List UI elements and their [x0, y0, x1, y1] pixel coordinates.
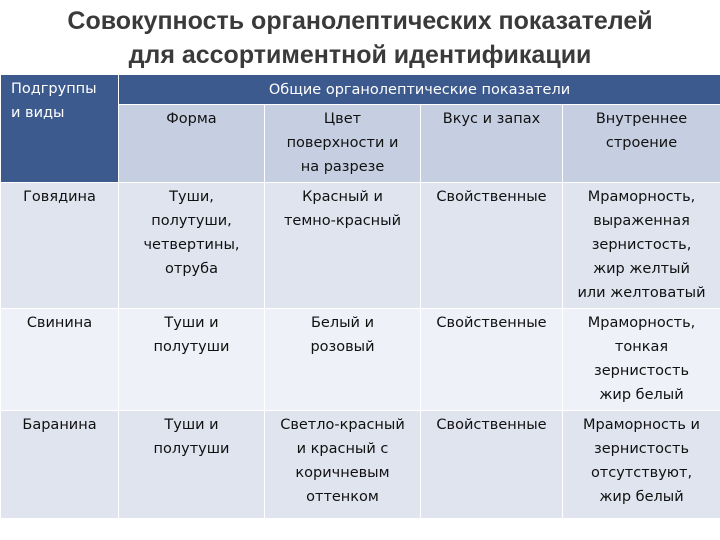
cell-line: отсутствуют,: [590, 465, 693, 481]
cell-line: полутуши: [153, 339, 230, 355]
cell-line: темно-красный: [283, 213, 402, 229]
cell-line: зернистость: [594, 363, 689, 379]
cell-line: Красный и: [302, 189, 383, 205]
header-line: строение: [605, 135, 678, 151]
title-line-1: Совокупность органолептических показателей: [67, 7, 653, 35]
cell-line: Свойственные: [436, 417, 547, 433]
cell-shape: [119, 411, 265, 519]
header-line: Цвет: [323, 111, 362, 127]
row-name: Свинина: [1, 309, 119, 411]
cell-line: оттенком: [306, 489, 379, 505]
table-row-beef: [1, 183, 720, 309]
header-shape: [119, 105, 265, 183]
cell-line: полутуши: [153, 441, 230, 457]
cell-line: Мраморность,: [587, 315, 696, 331]
cell-shape: [119, 309, 265, 411]
cell-line: Туши и: [164, 315, 219, 331]
header-line: поверхности и: [286, 135, 399, 151]
cell-shape: [119, 183, 265, 309]
cell-line: тонкая: [614, 339, 669, 355]
header-line: на разрезе: [300, 159, 385, 175]
cell-line: четвертины,: [143, 237, 240, 253]
header-taste-smell: [421, 105, 563, 183]
cell-line: и красный с: [296, 441, 389, 457]
cell-line: жир желтый: [593, 261, 690, 277]
cell-internal-structure: [563, 183, 720, 309]
cell-line: жир белый: [599, 387, 684, 403]
cell-color: [265, 411, 421, 519]
header-line: Вкус и запах: [442, 111, 541, 127]
row-name: Говядина: [1, 183, 119, 309]
table-row-pork: [1, 309, 720, 411]
header-internal-structure: [563, 105, 720, 183]
header-line: Форма: [166, 111, 217, 127]
slide-title: [0, 4, 720, 72]
cell-line: Туши,: [169, 189, 214, 205]
cell-line: Свойственные: [436, 315, 547, 331]
cell-internal-structure: [563, 411, 720, 519]
cell-line: Белый и: [310, 315, 375, 331]
cell-line: Светло-красный: [280, 417, 405, 433]
identification-table: [0, 74, 720, 519]
row-name: Баранина: [1, 411, 119, 519]
header-subgroups-line: и виды: [11, 105, 65, 121]
cell-line: отруба: [165, 261, 218, 277]
cell-line: выраженная: [593, 213, 690, 229]
header-line: Внутреннее: [595, 111, 688, 127]
cell-taste-smell: [421, 309, 563, 411]
cell-line: или желтоватый: [577, 285, 706, 301]
cell-line: Свойственные: [436, 189, 547, 205]
cell-taste-smell: [421, 183, 563, 309]
cell-taste-smell: [421, 411, 563, 519]
title-line-2: для ассортиментной идентификации: [128, 41, 592, 69]
header-subgroups: [1, 75, 119, 183]
cell-line: Туши и: [164, 417, 219, 433]
cell-line: Мраморность,: [587, 189, 696, 205]
header-common-indicators: Общие органолептические показатели: [119, 75, 720, 105]
header-color: [265, 105, 421, 183]
cell-line: полутуши,: [151, 213, 232, 229]
cell-color: [265, 309, 421, 411]
cell-internal-structure: [563, 309, 720, 411]
cell-line: коричневым: [295, 465, 390, 481]
cell-line: зернистость: [594, 441, 689, 457]
header-subgroups-line: Подгруппы: [11, 81, 97, 97]
cell-line: Мраморность и: [583, 417, 700, 433]
cell-color: [265, 183, 421, 309]
table-row-mutton: [1, 411, 720, 519]
cell-line: жир белый: [599, 489, 684, 505]
cell-line: розовый: [310, 339, 375, 355]
cell-line: зернистость,: [591, 237, 692, 253]
